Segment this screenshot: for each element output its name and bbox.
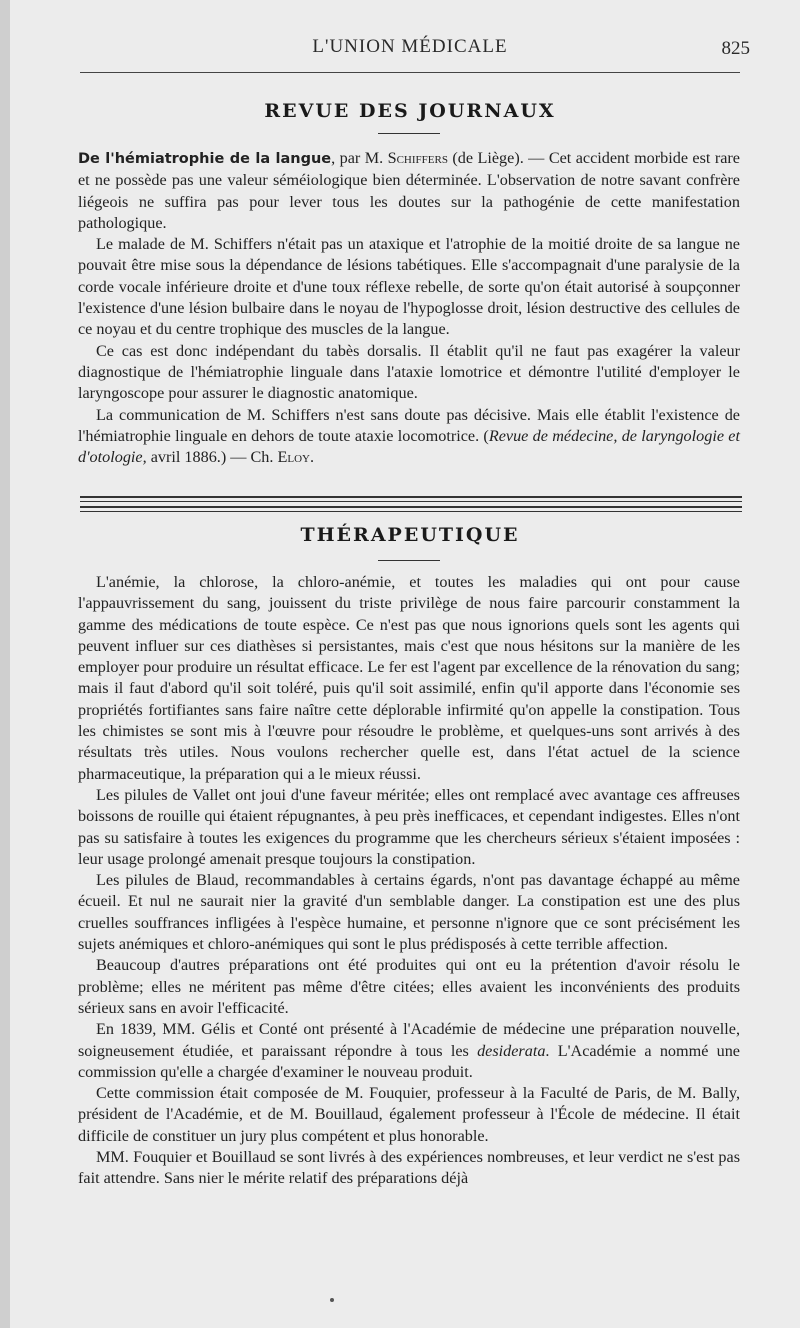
article-lead: De l'hémiatrophie de la langue (78, 151, 332, 167)
revue-paragraph-1 (78, 148, 740, 234)
therapeutique-paragraph-5 (78, 1019, 740, 1083)
section-title-revue: REVUE DES JOURNAUX (264, 100, 556, 122)
revue-paragraph-4 (78, 405, 740, 469)
article-author: Schiffers (387, 149, 448, 167)
section-title-underline (378, 560, 440, 561)
therapeutique-paragraph-7: MM. Fouquier et Bouillaud se sont livrés à des expériences nombreuses, et leur verdict ne s'est pas fait attendre. Sans nier le mérite relatif des préparations déjà (78, 1148, 740, 1188)
header-rule (80, 72, 740, 73)
desiderata-italic: desiderata (477, 1041, 546, 1060)
therapeutique-article (78, 572, 740, 1190)
therapeutique-paragraph-4: Beaucoup d'autres préparations ont été produites qui ont eu la prétention d'avoir résolu le problème; elles ne méritent pas même d'être citées; elles avaient les inconvénients des produits sérieux sans en avoir l'efficacité. (78, 956, 740, 1017)
revue-paragraph-4-text: La communication de M. Schiffers n'est sans doute pas décisive. Mais elle établit l'existence de l'hémiatrophie linguale en dehors de toute ataxie locomotrice. ( (78, 405, 740, 445)
revue-paragraph-1-text: Cet accident morbide est rare et ne possède pas une valeur séméiologique bien déterminée. L'observation de notre savant confrère liégeois ne suffira pas pour lever tous les doutes sur la pathogénie de cette manifestation pathologique. (78, 149, 740, 232)
source-citation: Revue de médecine, de laryngologie et d'otologie, (78, 426, 740, 467)
therapeutique-paragraph-2: Les pilules de Vallet ont joui d'une faveur méritée; elles ont remplacé avec avantage ces affreuses boissons de rouille qui étaient répugnantes, à peu près inefficaces, et cependant indigestes. Elles n'ont pas su satisfaire à toutes les exigences du programme que les chercheurs sérieux s'étaient imposées : leur usage prolongé amenait presque toujours la constipation. (78, 785, 740, 868)
print-dot (330, 1298, 334, 1302)
therapeutique-paragraph-6: Cette commission était composée de M. Fouquier, professeur à la Faculté de Paris, de M. Bally, président de l'Académie, et de M. Bouillaud, également professeur à l'École de médecine. Il était difficile de constituer un jury plus compétent et plus honorable. (78, 1084, 740, 1145)
article-byline-prefix: , par M. (331, 149, 388, 167)
therapeutique-paragraph-5-text: En 1839, MM. Gélis et Conté ont présenté à l'Académie de médecine une préparation nouvelle, soigneusement étudiée, et paraissant répondre à tous les (78, 1020, 740, 1060)
revue-paragraph-2: Le malade de M. Schiffers n'était pas un ataxique et l'atrophie de la moitié droite de sa langue ne pouvait être mise sous la dépendance de lésions tabétiques. Elle s'accompagnait d'une paralysie de la corde vocale inférieure droite et d'une toux réflexe rebelle, de sorte qu'on était autorisé à soupçonner l'existence d'une lésion bulbaire dans le noyau de l'hypoglosse droit, lésion destructive des cellules de ce noyau et du centre trophique des muscles de la langue. (78, 235, 740, 339)
therapeutique-paragraph-3: Les pilules de Blaud, recommandables à certains égards, n'ont pas davantage échappé au même écueil. Et nul ne saurait nier la gravité d'un semblable danger. La constipation est une des plus cruelles souffrances infligées à l'espèce humaine, et personne n'ignore que ce sont précisément les sujets anémiques et chloro-anémiques qui sont le plus prédisposés à cette terrible affection. (78, 871, 740, 954)
section-separator-top (80, 496, 742, 502)
page-number: 825 (721, 38, 750, 59)
therapeutique-paragraph-1: L'anémie, la chlorose, la chloro-anémie, et toutes les maladies qui ont pour cause l'appauvrissement du sang, jouissent du triste privilège de nous faire parcourir constamment la gamme des médications de toute espèce. Ce n'est pas que nous ignorions quels sont les agents qui peuvent influer sur ces diathèses si persistantes, mais c'est que nous hésitons sur la manière de les employer pour produire un résultat efficace. Le fer est l'agent par excellence de la rénovation du sang; mais il faut d'abord qu'il soit toléré, puis qu'il soit assimilé, enfin qu'il apporte dans l'économie ses propriétés fortifiantes sans faire naître cette déplorable infirmité qu'on appelle la constipation. Tous les chimistes se sont mis à l'œuvre pour résoudre le problème, et quelques-uns sont arrivés à des résultats très utiles. Nous voulons rechercher quelle est, dans l'état actuel de la science pharmaceutique, la préparation qui a le mieux réussi. (78, 573, 740, 783)
revue-article (78, 148, 740, 468)
revue-paragraph-3: Ce cas est donc indépendant du tabès dorsalis. Il établit qu'il ne faut pas exagérer la valeur diagnostique de l'hémiatrophie linguale dans l'ataxie lomotrice et démontre l'utilité d'employer le laryngoscope pour assurer le diagnostic anatomique. (78, 341, 740, 403)
signature: Eloy (277, 448, 310, 467)
signature-end: . (310, 448, 315, 467)
section-title-therapeutique: THÉRAPEUTIQUE (300, 524, 520, 546)
source-date: avril 1886.) — Ch. (146, 448, 278, 467)
section-title-underline (378, 133, 440, 134)
therapeutique-paragraph-5-end: . L'Académie a nommé une commission qu'elle a chargée d'examiner le nouveau produit. (78, 1041, 740, 1081)
running-head (70, 36, 750, 66)
article-byline-suffix: (de Liège). — (447, 149, 549, 167)
running-title: L'UNION MÉDICALE (312, 36, 508, 57)
section-separator-bottom (80, 506, 742, 512)
